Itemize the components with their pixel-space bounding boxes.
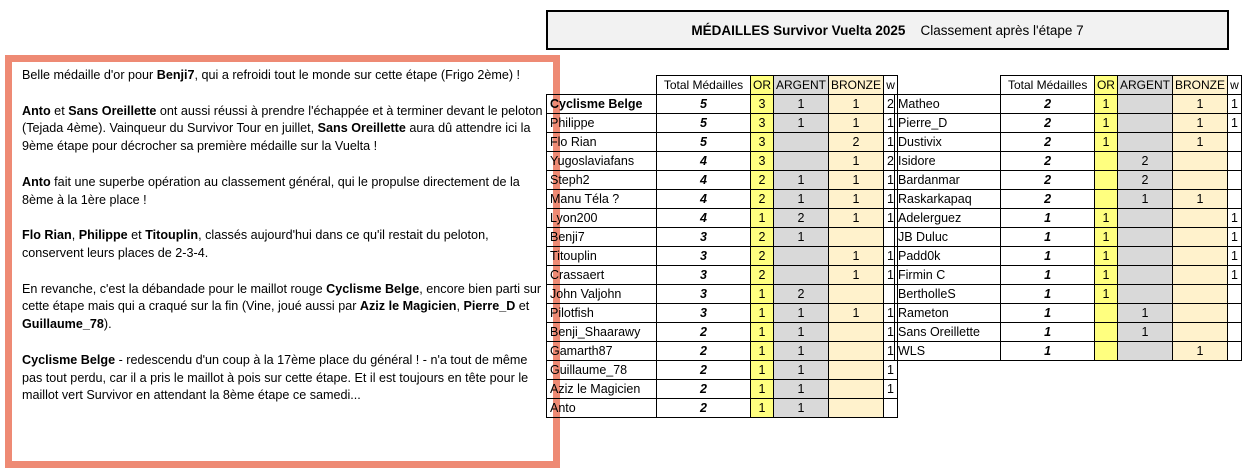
w-count: 1 xyxy=(884,247,898,266)
player-name: Pierre_D xyxy=(895,114,1001,133)
bronze-count xyxy=(1172,304,1227,323)
table-row xyxy=(895,266,1242,285)
bronze-count: 1 xyxy=(1172,95,1227,114)
bronze-count: 1 xyxy=(829,304,884,323)
header-argent: ARGENT xyxy=(1117,76,1172,95)
gold-count: 1 xyxy=(751,285,774,304)
header-total: Total Médailles xyxy=(657,76,751,95)
player-name: Adelerguez xyxy=(895,209,1001,228)
total-medals: 1 xyxy=(1001,323,1095,342)
silver-count xyxy=(774,247,829,266)
w-count: 2 xyxy=(884,152,898,171)
total-medals: 5 xyxy=(657,95,751,114)
player-name: Pilotfish xyxy=(547,304,657,323)
total-medals: 2 xyxy=(657,399,751,418)
bronze-count xyxy=(1172,171,1227,190)
player-name: Matheo xyxy=(895,95,1001,114)
table-row xyxy=(895,152,1242,171)
silver-count: 2 xyxy=(774,209,829,228)
player-name: Sans Oreillette xyxy=(895,323,1001,342)
commentary-paragraph xyxy=(22,67,543,85)
gold-count: 2 xyxy=(751,228,774,247)
w-count: 1 xyxy=(1228,247,1242,266)
table-row xyxy=(547,133,898,152)
commentary-paragraph xyxy=(22,174,543,210)
bronze-count: 1 xyxy=(1172,190,1227,209)
total-medals: 2 xyxy=(657,323,751,342)
silver-count xyxy=(774,133,829,152)
header-row xyxy=(895,76,1242,95)
medal-table-left xyxy=(546,75,898,418)
player-name: Cyclisme Belge xyxy=(547,95,657,114)
player-name: Philippe xyxy=(547,114,657,133)
bronze-count xyxy=(1172,152,1227,171)
gold-count xyxy=(1094,190,1117,209)
total-medals: 2 xyxy=(657,361,751,380)
table-row xyxy=(895,114,1242,133)
gold-count xyxy=(1094,342,1117,361)
table-row xyxy=(895,209,1242,228)
total-medals: 5 xyxy=(657,133,751,152)
table-row xyxy=(895,285,1242,304)
table-row xyxy=(547,266,898,285)
w-count xyxy=(1228,323,1242,342)
total-medals: 1 xyxy=(1001,266,1095,285)
commentary-text: et xyxy=(50,103,69,118)
header-or: OR xyxy=(1094,76,1117,95)
table-row xyxy=(895,190,1242,209)
total-medals: 4 xyxy=(657,209,751,228)
player-name: Firmin C xyxy=(895,266,1001,285)
commentary-paragraph xyxy=(22,227,543,263)
rider-name: Pierre_D xyxy=(463,299,516,314)
gold-count: 2 xyxy=(751,190,774,209)
bronze-count xyxy=(1172,228,1227,247)
total-medals: 2 xyxy=(1001,152,1095,171)
rider-name: Cyclisme Belge xyxy=(22,352,116,367)
rider-name: Philippe xyxy=(78,228,128,243)
w-count: 1 xyxy=(884,323,898,342)
bronze-count xyxy=(1172,323,1227,342)
gold-count: 1 xyxy=(751,380,774,399)
player-name: Raskarkapaq xyxy=(895,190,1001,209)
gold-count xyxy=(1094,323,1117,342)
bronze-count: 1 xyxy=(1172,342,1227,361)
silver-count xyxy=(1117,209,1172,228)
w-count xyxy=(1228,171,1242,190)
w-count: 1 xyxy=(884,190,898,209)
player-name: Benji7 xyxy=(547,228,657,247)
gold-count: 3 xyxy=(751,114,774,133)
bronze-count: 1 xyxy=(829,247,884,266)
total-medals: 2 xyxy=(657,380,751,399)
commentary-text: aura dû attendre ici la 9ème étape pour décrocher sa première médaille sur la Vuelta ! xyxy=(22,121,531,154)
silver-count: 1 xyxy=(774,228,829,247)
gold-count: 1 xyxy=(1094,95,1117,114)
table-row xyxy=(895,228,1242,247)
silver-count: 2 xyxy=(774,285,829,304)
player-name: Anto xyxy=(547,399,657,418)
w-count xyxy=(884,399,898,418)
table-row xyxy=(547,380,898,399)
player-name: BertholleS xyxy=(895,285,1001,304)
bronze-count xyxy=(829,228,884,247)
player-name: Dustivix xyxy=(895,133,1001,152)
title-banner xyxy=(546,10,1229,50)
table-row xyxy=(547,228,898,247)
gold-count: 1 xyxy=(1094,133,1117,152)
commentary-paragraph xyxy=(22,352,543,405)
table-row xyxy=(547,190,898,209)
total-medals: 3 xyxy=(657,304,751,323)
total-medals: 3 xyxy=(657,266,751,285)
bronze-count xyxy=(829,361,884,380)
silver-count: 2 xyxy=(1117,152,1172,171)
w-count: 1 xyxy=(1228,114,1242,133)
table-row xyxy=(547,342,898,361)
table-row xyxy=(547,285,898,304)
total-medals: 2 xyxy=(1001,171,1095,190)
silver-count xyxy=(1117,133,1172,152)
gold-count xyxy=(1094,152,1117,171)
bronze-count: 1 xyxy=(1172,133,1227,152)
gold-count: 1 xyxy=(751,399,774,418)
total-medals: 1 xyxy=(1001,304,1095,323)
player-name: Flo Rian xyxy=(547,133,657,152)
w-count: 2 xyxy=(884,95,898,114)
w-count xyxy=(1228,190,1242,209)
gold-count: 1 xyxy=(1094,247,1117,266)
w-count: 1 xyxy=(884,114,898,133)
header-or: OR xyxy=(751,76,774,95)
page-title: MÉDAILLES Survivor Vuelta 2025 xyxy=(691,22,906,38)
silver-count xyxy=(1117,95,1172,114)
player-name: Benji_Shaarawy xyxy=(547,323,657,342)
gold-count: 1 xyxy=(1094,114,1117,133)
table-row xyxy=(547,323,898,342)
bronze-count: 2 xyxy=(829,133,884,152)
commentary-text: ). xyxy=(103,317,112,332)
commentary-text: , qui a refroidi tout le monde sur cette étape (Frigo 2ème) ! xyxy=(194,68,521,82)
commentary-paragraph xyxy=(22,281,543,334)
total-medals: 1 xyxy=(1001,228,1095,247)
player-name: JB Duluc xyxy=(895,228,1001,247)
table-row xyxy=(895,304,1242,323)
commentary-text: Belle médaille d'or pour xyxy=(22,68,157,82)
silver-count xyxy=(1117,342,1172,361)
gold-count: 3 xyxy=(751,95,774,114)
w-count xyxy=(1228,342,1242,361)
commentary-text: fait une superbe opération au classement général, qui le propulse directement de la 8ème à la 1ère place ! xyxy=(22,174,520,207)
player-name: John Valjohn xyxy=(547,285,657,304)
w-count: 1 xyxy=(884,342,898,361)
table-row xyxy=(547,114,898,133)
table-row xyxy=(895,323,1242,342)
gold-count xyxy=(1094,171,1117,190)
rider-name: Guillaume_78 xyxy=(22,317,104,332)
silver-count: 1 xyxy=(1117,190,1172,209)
player-name: Titouplin xyxy=(547,247,657,266)
bronze-count xyxy=(829,399,884,418)
rider-name: Sans Oreillette xyxy=(68,103,157,118)
commentary-text: , xyxy=(456,299,464,314)
w-count: 1 xyxy=(1228,95,1242,114)
w-count xyxy=(1228,304,1242,323)
gold-count: 2 xyxy=(751,266,774,285)
table-row xyxy=(547,152,898,171)
player-name: Isidore xyxy=(895,152,1001,171)
bronze-count: 1 xyxy=(829,209,884,228)
w-count xyxy=(1228,285,1242,304)
total-medals: 1 xyxy=(1001,209,1095,228)
commentary-text-box xyxy=(5,55,560,468)
total-medals: 2 xyxy=(657,342,751,361)
player-name: Gamarth87 xyxy=(547,342,657,361)
silver-count: 1 xyxy=(774,399,829,418)
total-medals: 2 xyxy=(1001,95,1095,114)
silver-count xyxy=(1117,266,1172,285)
w-count: 1 xyxy=(884,266,898,285)
total-medals: 3 xyxy=(657,247,751,266)
commentary-text: , classés aujourd'hui dans ce qu'il restait du peloton, conservent leurs places de 2-3-4. xyxy=(22,228,489,260)
header-blank xyxy=(547,76,657,95)
silver-count xyxy=(1117,285,1172,304)
gold-count: 1 xyxy=(1094,285,1117,304)
silver-count: 1 xyxy=(774,171,829,190)
total-medals: 3 xyxy=(657,285,751,304)
rider-name: Cyclisme Belge xyxy=(326,281,420,296)
total-medals: 2 xyxy=(1001,190,1095,209)
silver-count: 1 xyxy=(774,95,829,114)
player-name: Rameton xyxy=(895,304,1001,323)
w-count: 1 xyxy=(1228,209,1242,228)
bronze-count: 1 xyxy=(829,95,884,114)
header-w: w xyxy=(1228,76,1242,95)
player-name: Lyon200 xyxy=(547,209,657,228)
w-count xyxy=(1228,133,1242,152)
table-row xyxy=(895,171,1242,190)
gold-count: 1 xyxy=(751,342,774,361)
gold-count: 1 xyxy=(1094,228,1117,247)
table-row xyxy=(895,247,1242,266)
total-medals: 2 xyxy=(1001,114,1095,133)
bronze-count xyxy=(829,323,884,342)
header-blank xyxy=(895,76,1001,95)
gold-count xyxy=(1094,304,1117,323)
silver-count: 1 xyxy=(774,114,829,133)
bronze-count: 1 xyxy=(829,171,884,190)
w-count: 1 xyxy=(884,133,898,152)
player-name: Yugoslaviafans xyxy=(547,152,657,171)
rider-name: Sans Oreillette xyxy=(317,121,406,136)
bronze-count: 1 xyxy=(1172,114,1227,133)
bronze-count: 1 xyxy=(829,190,884,209)
bronze-count xyxy=(1172,285,1227,304)
table-row xyxy=(895,133,1242,152)
w-count: 1 xyxy=(884,361,898,380)
bronze-count xyxy=(829,285,884,304)
table-row xyxy=(547,95,898,114)
gold-count: 1 xyxy=(751,361,774,380)
player-name: Bardanmar xyxy=(895,171,1001,190)
commentary-text: , encore bien parti sur cette étape mais qui a craqué sur la fin (Vine, joué aussi par xyxy=(22,281,542,314)
total-medals: 4 xyxy=(657,152,751,171)
bronze-count xyxy=(829,380,884,399)
bronze-count: 1 xyxy=(829,152,884,171)
total-medals: 1 xyxy=(1001,247,1095,266)
page-subtitle: Classement après l'étape 7 xyxy=(920,22,1084,38)
silver-count: 1 xyxy=(774,323,829,342)
silver-count: 1 xyxy=(774,304,829,323)
bronze-count: 1 xyxy=(829,266,884,285)
silver-count: 1 xyxy=(774,380,829,399)
rider-name: Titouplin xyxy=(145,228,199,243)
total-medals: 1 xyxy=(1001,285,1095,304)
table-row xyxy=(895,95,1242,114)
commentary-text: En revanche, c'est la débandade pour le maillot rouge xyxy=(22,281,327,296)
player-name: Crassaert xyxy=(547,266,657,285)
total-medals: 3 xyxy=(657,228,751,247)
table-row xyxy=(547,171,898,190)
player-name: Guillaume_78 xyxy=(547,361,657,380)
player-name: WLS xyxy=(895,342,1001,361)
table-row xyxy=(547,247,898,266)
w-count: 1 xyxy=(884,209,898,228)
header-bronze: BRONZE xyxy=(1172,76,1227,95)
total-medals: 4 xyxy=(657,190,751,209)
player-name: Manu Téla ? xyxy=(547,190,657,209)
rider-name: Anto xyxy=(22,174,51,189)
player-name: Steph2 xyxy=(547,171,657,190)
gold-count: 1 xyxy=(1094,209,1117,228)
gold-count: 2 xyxy=(751,247,774,266)
silver-count xyxy=(1117,114,1172,133)
gold-count: 3 xyxy=(751,133,774,152)
silver-count: 1 xyxy=(774,342,829,361)
table-row xyxy=(547,361,898,380)
gold-count: 3 xyxy=(751,152,774,171)
table-row xyxy=(547,399,898,418)
rider-name: Flo Rian xyxy=(22,228,72,243)
header-w: w xyxy=(884,76,898,95)
header-bronze: BRONZE xyxy=(829,76,884,95)
commentary-text: , xyxy=(71,228,79,243)
w-count: 1 xyxy=(884,171,898,190)
bronze-count xyxy=(1172,266,1227,285)
player-name: Padd0k xyxy=(895,247,1001,266)
commentary-text: et xyxy=(127,228,146,243)
gold-count: 1 xyxy=(751,209,774,228)
commentary-text: et xyxy=(515,299,530,314)
rider-name: Benji7 xyxy=(156,68,195,82)
bronze-count xyxy=(829,342,884,361)
w-count: 1 xyxy=(1228,266,1242,285)
gold-count: 1 xyxy=(751,323,774,342)
commentary-paragraph xyxy=(22,103,543,156)
rider-name: Anto xyxy=(22,103,51,118)
medal-table-right xyxy=(894,75,1242,361)
table-row xyxy=(547,209,898,228)
silver-count xyxy=(774,152,829,171)
table-row xyxy=(895,342,1242,361)
total-medals: 2 xyxy=(1001,133,1095,152)
bronze-count: 1 xyxy=(829,114,884,133)
silver-count: 1 xyxy=(774,190,829,209)
silver-count xyxy=(774,266,829,285)
header-total: Total Médailles xyxy=(1001,76,1095,95)
header-argent: ARGENT xyxy=(774,76,829,95)
player-name: Aziz le Magicien xyxy=(547,380,657,399)
silver-count xyxy=(1117,228,1172,247)
bronze-count xyxy=(1172,209,1227,228)
gold-count: 2 xyxy=(751,171,774,190)
header-row xyxy=(547,76,898,95)
silver-count xyxy=(1117,247,1172,266)
w-count: 1 xyxy=(884,380,898,399)
rider-name: Aziz le Magicien xyxy=(359,299,457,314)
gold-count: 1 xyxy=(1094,266,1117,285)
w-count xyxy=(1228,152,1242,171)
commentary-text: - redescendu d'un coup à la 17ème place du général ! - n'a tout de même pas tout perdu, car il a pris le maillot à pois sur cette étape. Et il est toujours en tête pour le maillot vert Survivor en attendant la 8ème étape ce samedi... xyxy=(22,352,529,403)
bronze-count xyxy=(1172,247,1227,266)
w-count: 1 xyxy=(884,304,898,323)
total-medals: 5 xyxy=(657,114,751,133)
total-medals: 4 xyxy=(657,171,751,190)
total-medals: 1 xyxy=(1001,342,1095,361)
w-count: 1 xyxy=(1228,228,1242,247)
silver-count: 1 xyxy=(774,361,829,380)
silver-count: 1 xyxy=(1117,304,1172,323)
silver-count: 2 xyxy=(1117,171,1172,190)
silver-count: 1 xyxy=(1117,323,1172,342)
commentary-text: ont aussi réussi à prendre l'échappée et à terminer devant le peloton (Tejada 4ème). Vainqueur du Survivor Tour en juillet, xyxy=(22,103,543,136)
table-row xyxy=(547,304,898,323)
gold-count: 1 xyxy=(751,304,774,323)
